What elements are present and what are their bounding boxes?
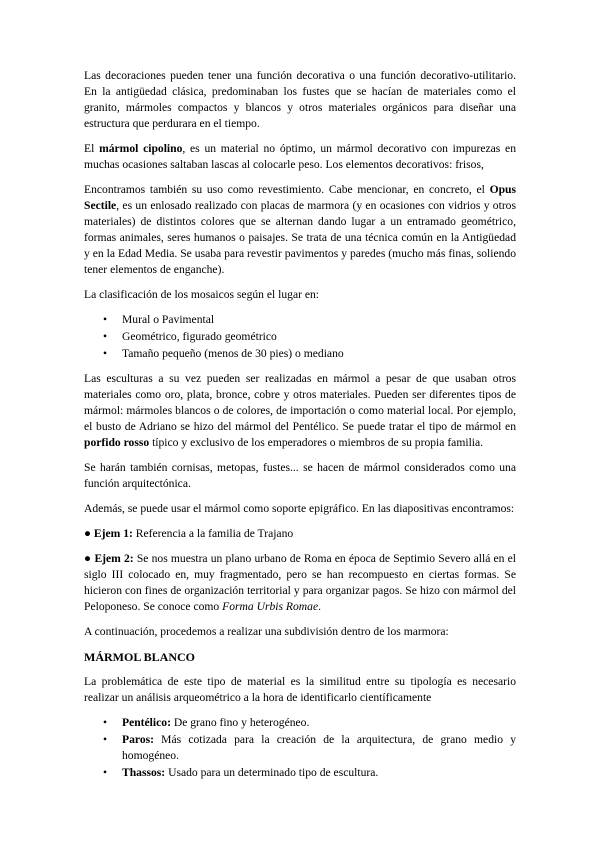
text-run: . (318, 600, 322, 613)
term-forma-urbis-romae: Forma Urbis Romae (222, 600, 319, 613)
term-opus-sectile: Opus Sectile (84, 183, 516, 212)
term-pentelico: Pentélico: (122, 716, 171, 729)
list-item-text: Más cotizada para la creación de la arquitectura, de grano medio y homogéneo. (122, 733, 516, 762)
list-item (84, 312, 516, 328)
text-run: típico y exclusivo de los emperadores o miembros de su propia familia. (149, 436, 484, 449)
list-mosaicos (84, 312, 516, 362)
bullet-icon: • (103, 716, 108, 729)
text-run: Las esculturas a su vez pueden ser realizadas en mármol a pesar de que usaban otros materiales como oro, plata, bronce, cobre y otros materiales. Pueden ser diferentes tipos de mármol: mármoles blancos o de colores, de importación o como material local. Por ejemplo, el busto de Adriano se hizo del mármol del Pentélico. Se puede tratar el tipo de mármol en (84, 372, 516, 433)
bullet-icon: • (103, 733, 108, 746)
bullet-icon: • (103, 313, 108, 326)
document-body (84, 68, 516, 790)
paragraph-ejem-2 (84, 551, 516, 615)
list-item (84, 732, 516, 764)
term-paros: Paros: (122, 733, 154, 746)
paragraph-clasificacion: La clasificación de los mosaicos según el lugar en: (84, 288, 320, 301)
paragraph-subdivision: A continuación, procedemos a realizar una subdivisión dentro de los marmora: (84, 625, 449, 638)
list-marmoles-blancos (84, 715, 516, 781)
list-item-text: Mural o Pavimental (122, 313, 215, 326)
paragraph-decoraciones: Las decoraciones pueden tener una función decorativa o una función decorativo-utilitario. En la antigüedad clásica, predominaban los fustes que se hacían de materiales como el granito, mármoles compactos y blancos y otros materiales orgánicos para diseñar una estructura que perdurara en el tiempo. (84, 69, 516, 130)
list-item (84, 346, 516, 362)
term-thassos: Thassos: (122, 766, 166, 779)
text-run: Referencia a la familia de Trajano (132, 527, 294, 540)
paragraph-cipolino (84, 141, 516, 173)
heading-marmol-blanco: MÁRMOL BLANCO (84, 650, 195, 664)
bullet-icon: • (103, 347, 108, 360)
list-item-text: Usado para un determinado tipo de escultura. (165, 766, 379, 779)
list-item-text: Tamaño pequeño (menos de 30 pies) o mediano (122, 347, 344, 360)
paragraph-esculturas (84, 371, 516, 451)
list-item (84, 715, 516, 731)
paragraph-problematica: La problemática de este tipo de material es la similitud entre su tipología es necesario realizar un análisis arqueométrico a la hora de identificarlo científicamente (84, 675, 516, 704)
term-porfido-rosso: porfido rosso (84, 436, 150, 449)
text-run: , es un material no óptimo, un mármol decorativo con impurezas en muchas ocasiones saltaban lascas al colocarle peso. Los elementos decorativos: frisos, (84, 142, 517, 171)
list-item-text: Geométrico, figurado geométrico (122, 330, 277, 343)
list-item (84, 765, 516, 781)
term-marmol-cipolino: mármol cipolino (99, 142, 183, 155)
paragraph-ejem-1 (84, 526, 516, 542)
list-item-text: De grano fino y heterogéneo. (170, 716, 310, 729)
label-ejem-1: ● Ejem 1: (84, 527, 133, 540)
paragraph-cornisas: Se harán también cornisas, metopas, fustes... se hacen de mármol considerados como una función arquitectónica. (84, 461, 516, 490)
paragraph-epigrafico: Además, se puede usar el mármol como soporte epigráfico. En las diapositivas encontramos: (84, 502, 515, 515)
bullet-icon: • (103, 330, 108, 343)
bullet-icon: • (103, 766, 108, 779)
label-ejem-2: ● Ejem 2: (84, 552, 134, 565)
list-item (84, 329, 516, 345)
text-run: Se nos muestra un plano urbano de Roma en época de Septimio Severo allá en el siglo III colocado en, muy fragmentado, pero se han recompuesto en ciertas formas. Se hicieron con fines de organización territorial y para organizar pagos. Se hizo con mármol del Peloponeso. Se conoce como (84, 552, 516, 613)
paragraph-opus-sectile (84, 182, 516, 278)
text-run: Encontramos también su uso como revestimiento. Cabe mencionar, en concreto, el (84, 183, 490, 196)
text-run: , es un enlosado realizado con placas de marmora (y en ocasiones con vidrios y otros materiales) de distintos colores que se alternan dando lugar a un entramado geométrico, formas animales, seres humanos o paisajes. Se trata de una técnica común en la Antigüedad y en la Edad Media. Se usaba para revestir pavimentos y paredes (mucho más finas, soliendo tener elementos de enganche). (84, 199, 516, 276)
text-run: El (84, 142, 100, 155)
